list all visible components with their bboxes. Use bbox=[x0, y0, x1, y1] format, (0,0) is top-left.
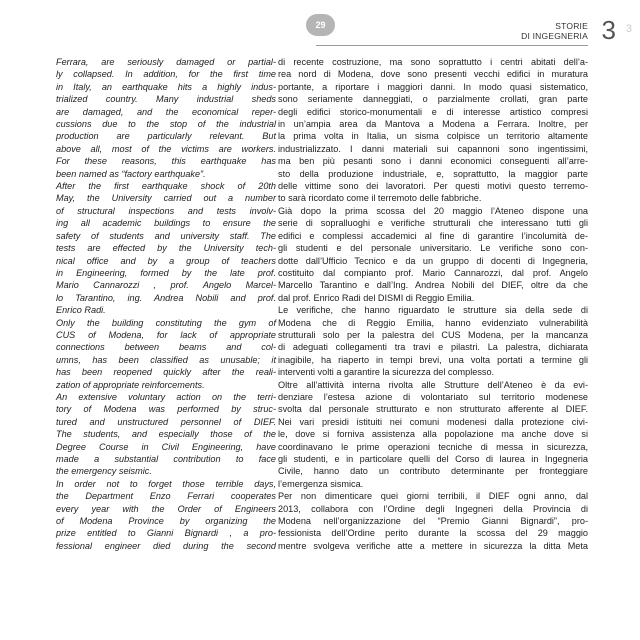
text-line: Mario Cannarozzi , prof. Angelo Marcel- bbox=[56, 280, 276, 291]
text-line: has been reopened quickly after the reali- bbox=[56, 367, 276, 378]
text-line: Per non dimenticare quei giorni terribili, il DIEF ogni anno, dal bbox=[278, 491, 588, 502]
text-line: Civile, hanno dato un contributo determinante per fronteggiare bbox=[278, 466, 588, 477]
text-line: cussions due to the stop of the industrial bbox=[56, 119, 276, 130]
text-line: industrializzato. I danni materiali sui capannoni sono ingentissimi, bbox=[278, 143, 588, 154]
text-line: tests are effected by the University tech- bbox=[56, 243, 276, 254]
text-line: dal prof. Enrico Radi del DISMI di Reggio Emilia. bbox=[278, 292, 475, 303]
text-line: May, the University carried out a number bbox=[56, 193, 276, 204]
text-line: ma ben più pesanti sono i danni economici conseguenti all’arre- bbox=[278, 156, 588, 167]
text-line: degli edifici storico-monumentali e di interesse artistico compresi bbox=[278, 106, 588, 117]
text-line: la prima volta in Italia, un sisma colpisce un territorio altamente bbox=[278, 131, 588, 142]
text-line: ing all academic buildings to ensure the bbox=[56, 218, 276, 229]
text-line: to sarà ricordato come il terremoto delle fabbriche. bbox=[278, 193, 482, 204]
text-line: production are particularly relevant. But bbox=[56, 131, 276, 142]
section-header bbox=[521, 21, 588, 41]
text-line: been named as “factory earthquake”. bbox=[56, 168, 206, 179]
text-line: sono seriamente danneggiati, o parzialmente crollati, gran parte bbox=[278, 94, 588, 105]
italian-text-column bbox=[278, 56, 588, 552]
text-line: Degree Course in Civil Engineering, have bbox=[56, 441, 276, 452]
text-line: made a substantial contribution to face bbox=[56, 454, 276, 464]
section-title-line1: STORIE bbox=[555, 21, 588, 31]
text-line: above all, most of the victims are workers. bbox=[56, 143, 276, 154]
text-line: In order not to forget those terrible days, bbox=[56, 478, 276, 489]
chapter-number: 3 bbox=[601, 15, 616, 45]
text-line: le, dove si forniva assistenza alla popolazione ma anche dove si bbox=[278, 429, 588, 440]
text-line: zation of appropriate reinforcements. bbox=[56, 379, 205, 390]
text-line: di adeguati collegamenti tra travi e pilastri. La palestra, dichiarata bbox=[278, 342, 588, 353]
text-line: Ferrara, are seriously damaged or partial- bbox=[56, 57, 276, 67]
text-line: costituito dal compianto prof. Mario Cannarozzi, dal prof. Angelo bbox=[278, 267, 588, 278]
text-line: The students, and especially those of the bbox=[56, 429, 276, 440]
text-line: prize entitled to Gianni Bignardi , a pro- bbox=[56, 528, 276, 539]
text-line: Marcello Tarantino e dall’Ing. Andrea Nobili del DIEF, oltre da che bbox=[278, 280, 588, 291]
text-line: Già dopo la prima scossa del 20 maggio l’Ateneo dispone una bbox=[278, 205, 588, 216]
text-line: gli studenti, e in particolare quelli del Corso di laurea in Ingegneria bbox=[278, 454, 588, 464]
text-line: Modena che di Reggio Emilia, hanno evidenziato vulnerabilità bbox=[278, 317, 588, 328]
text-line: fessional engineer died during the second bbox=[56, 540, 276, 551]
text-line: in Engineering, formed by the late prof. bbox=[56, 267, 276, 278]
text-line: every year with the Order of Engineers bbox=[56, 503, 276, 514]
text-line: Oltre all’attività interna rivolta alle Strutture dell’Ateneo è da evi- bbox=[278, 379, 588, 390]
page-number: 29 bbox=[315, 20, 326, 30]
text-line: gli studenti e del personale universitario. Le verifiche sono con- bbox=[278, 243, 588, 254]
section-title-line2: DI INGEGNERIA bbox=[521, 31, 588, 41]
text-line: nical office and by a group of teachers bbox=[56, 255, 276, 266]
text-line: rea nord di Modena, dove sono presenti vecchi edifici in muratura bbox=[278, 69, 588, 80]
text-line: of Modena Province by organizing the bbox=[56, 516, 276, 527]
text-line: denziare l’estesa azione di volontariato sul territorio modenese bbox=[278, 391, 588, 402]
text-line: coordinavano le prime operazioni tecniche di messa in sicurezza, bbox=[278, 441, 588, 452]
text-line: Only the building constituting the gym of bbox=[56, 317, 276, 328]
english-text-column bbox=[56, 56, 276, 552]
text-line: edifici e complessi accademici al fine di garantire l’incolumità de- bbox=[278, 230, 588, 241]
text-line: An extensive voluntary action on the terri- bbox=[56, 391, 276, 402]
text-line: safety of students and university staff. The bbox=[56, 230, 276, 241]
text-line: l’emergenza sismica. bbox=[278, 478, 364, 489]
text-line: sto della produzione industriale, e, soprattutto, la maggior parte bbox=[278, 168, 588, 179]
text-line: Enrico Radi. bbox=[56, 305, 106, 316]
text-line: Modena nell’organizzazione del “Premio Gianni Bignardi”, pro- bbox=[278, 516, 588, 527]
text-line: delle vittime sono dei lavoratori. Per questi motivi questo terremo- bbox=[278, 181, 588, 192]
text-line: 2013, collabora con l’Ordine degli Ingegneri della Provincia di bbox=[278, 503, 588, 514]
text-line: trialized country. Many industrial sheds bbox=[56, 94, 276, 105]
text-line: Le verifiche, che hanno riguardato le strutture sia della sede di bbox=[278, 305, 588, 316]
text-line: dotte dall’Ufficio Tecnico e da un gruppo di docenti di Ingegneria, bbox=[278, 255, 588, 266]
text-line: in un’ampia area da Mantova a Modena a Ferrara. Inoltre, per bbox=[278, 119, 588, 130]
text-line: interventi volti a garantire la sicurezza del complesso. bbox=[278, 367, 495, 378]
text-line: in Italy, an earthquake hits a highly indus- bbox=[56, 81, 276, 92]
text-line: CUS of Modena, for lack of appropriate bbox=[56, 329, 276, 340]
text-line: Nei vari presidi istituiti nei comuni modenesi dalla protezione civi- bbox=[278, 416, 588, 427]
text-line: the emergency seismic. bbox=[56, 466, 152, 477]
text-line: strutturali solo per la palestra del CUS Modena, per la mancanza bbox=[278, 329, 588, 340]
text-line: connections between beams and col- bbox=[56, 342, 276, 353]
text-line: umns, has been classified as unusable; it bbox=[56, 354, 276, 365]
text-line: fessionista dell’Ordine perito durante la scossa del 29 maggio bbox=[278, 528, 588, 539]
text-line: inagibile, ha riaperto in tempi brevi, una volta portati a termine gli bbox=[278, 354, 588, 365]
text-line: lo Tarantino, ing. Andrea Nobili and prof. bbox=[56, 292, 276, 303]
chapter-number-ghost: 3 bbox=[625, 23, 632, 35]
text-line: di recente costruzione, ma sono soprattutto i centri abitati dell’a- bbox=[278, 57, 588, 67]
text-line: tured and unstructured personnel of DIEF. bbox=[56, 416, 276, 427]
page-number-badge bbox=[306, 14, 335, 36]
header-divider bbox=[316, 45, 588, 46]
text-line: For these reasons, this earthquake has bbox=[56, 156, 276, 167]
text-line: the Department Enzo Ferrari cooperates bbox=[56, 491, 276, 502]
text-line: of structural inspections and tests involv- bbox=[56, 205, 276, 216]
text-line: After the first earthquake shock of 20th bbox=[56, 181, 276, 192]
text-line: ly collapsed. In addition, for the first time bbox=[56, 69, 276, 80]
text-line: svolta dal personale strutturato e non strutturato afferente al DIEF. bbox=[278, 404, 588, 415]
text-line: are damaged, and the economical reper- bbox=[56, 106, 276, 117]
text-line: mentre svolgeva verifiche atte a mettere in sicurezza la ditta Meta bbox=[278, 540, 588, 551]
text-line: tory of Modena was performed by struc- bbox=[56, 404, 276, 415]
text-line: portante, a riportare i maggiori danni. In modo quasi sistematico, bbox=[278, 81, 588, 92]
text-line: serie di sopralluoghi e verifiche strutturali che interessano tutti gli bbox=[278, 218, 588, 229]
